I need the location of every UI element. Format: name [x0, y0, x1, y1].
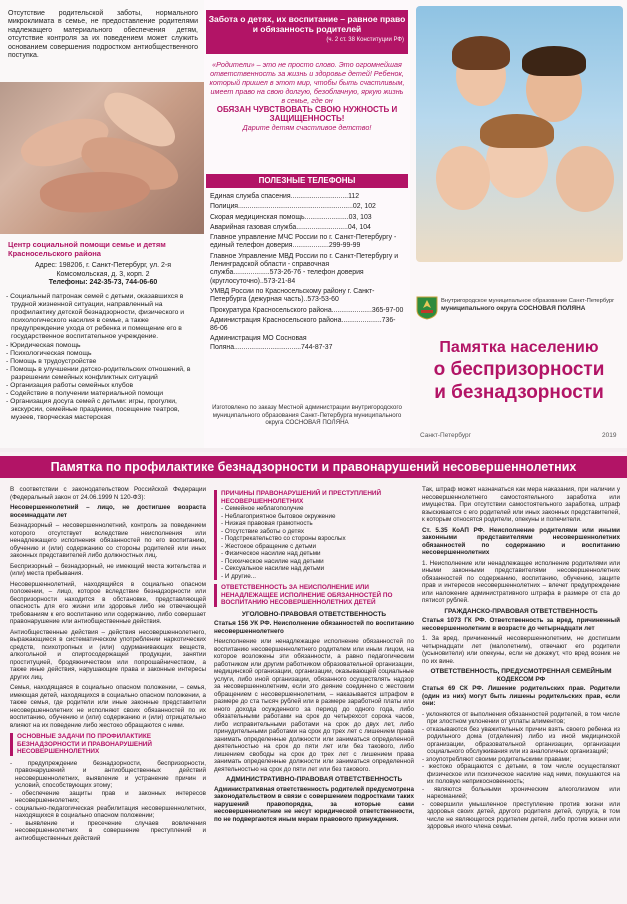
cause-item: - Сексуальное насилие над детьми — [221, 565, 325, 573]
criminal-head: УГОЛОВНО-ПРАВОВАЯ ОТВЕТСТВЕННОСТЬ — [241, 610, 387, 618]
family-code-item: - являются больными хроническим алкоголизмом или наркоманией; — [422, 785, 620, 800]
family-photo — [416, 6, 623, 262]
fine-text: Так, штраф может назначаться как мера наказания, при наличии у несовершеннолетнего самостоятельного заработка или имущества. При отсутствии самостоятельного заработка, штраф взыскивается с его родителей или иных законных представителей, к которым относятся родители, опекуны и попечители. — [422, 486, 620, 523]
center-address — [8, 262, 198, 288]
inside-column-3 — [422, 486, 620, 904]
center-phones: Телефоны: 242-35-73, 744-06-60 — [48, 279, 158, 286]
civil-head: ГРАЖДАНСКО-ПРАВОВАЯ ОТВЕТСТВЕННОСТЬ — [444, 607, 598, 615]
cause-item: - Психическое насилие над детьми — [221, 557, 324, 565]
service-item: - Организация работы семейных клубов — [6, 382, 134, 390]
service-item: - Помощь в улучшении детско-родительских отношений, в разрешении семейных конфликтных ситуаций — [6, 365, 191, 381]
phone-item: Скорая медицинская помощь.......................03, 103 — [210, 213, 372, 221]
intro-text: Отсутствие родительской заботы, нормального микроклимата в семье, не предоставление родителями надлежащего материального обеспечения детям, отсутствие контроля за их поведением может служить основанием совершения подростком антиобщественного поступка. — [8, 10, 198, 60]
koap-text: 1. Неисполнение или ненадлежащее исполнение родителями или иными законными представителями несовершеннолетних обязанностей по содержанию, воспитанию, обучению, защите прав и интересов несовершеннолетних – влечет предупреждение или наложение административного штрафа в размере от ста до пятисот рублей. — [422, 559, 620, 604]
service-item: - Социальный патронаж семей с детьми, оказавшихся в трудной жизненной ситуации, направленный на профилактику детской безнадзорности, физического и психологического насилия в семье, а также предупреждение ухода от ребенка и помещение его в государственное воспитательное учреждение. — [6, 293, 185, 341]
service-item: - Юридическая помощь — [6, 341, 81, 349]
tasks-list — [10, 760, 206, 843]
cause-item: - Неблагоприятное бытовое окружение — [221, 512, 336, 520]
care-text-block — [208, 60, 406, 132]
phone-item: Полиция............................................................02, 102 — [210, 203, 376, 211]
admin-head: АДМИНИСТРАТИВНО-ПРАВОВАЯ ОТВЕТСТВЕННОСТЬ — [225, 776, 403, 784]
leaflet-title-line-2: о беспризорности — [433, 359, 605, 380]
hair-shape — [480, 114, 554, 148]
phone-item: Аварийная газовая служба...........................04, 104 — [210, 223, 371, 231]
family-code-head: ОТВЕТСТВЕННОСТЬ, ПРЕДУСМОТРЕННАЯ СЕМЕЙНЫМ КОДЕКСОМ РФ — [430, 668, 612, 683]
care-reference: (ч. 2 ст. 38 Конституции РФ) — [326, 37, 404, 43]
civil-text: 1. За вред, причиненный несовершеннолетним, не достигшим четырнадцати лет (малолетним), отвечают его родители (усыновители) или опекуны, если не докажут, что вред возник не по их вине. — [422, 635, 620, 665]
task-item: - предупреждение безнадзорности, беспризорности, правонарушений и антиобщественных действий несовершеннолетних, выявление и устранение причин и условий, способствующих этому; — [10, 759, 206, 790]
services-list — [6, 293, 200, 423]
hair-shape — [522, 46, 586, 76]
hair-shape — [452, 36, 510, 70]
cause-item: - Низкая правовая грамотность — [221, 520, 313, 528]
inside-banner: Памятка по профилактике безнадзорности и правонарушений несовершеннолетних — [0, 456, 627, 478]
care-title-box — [206, 10, 408, 54]
care-end: Дарите детям счастливое детство! — [242, 123, 372, 132]
panel-left — [0, 0, 204, 448]
definition-neglected: Безнадзорный – несовершеннолетний, контроль за поведением которого отсутствует вследствие неисполнения или ненадлежащего исполнения обязанностей по его воспитанию, обучению и (или) содержанию со стороны родителей или иных законных представителей либо должностных лиц. — [10, 522, 206, 559]
family-code-item: - уклоняются от выполнения обязанностей родителей, в том числе при злостном уклонении от уплаты алиментов; — [422, 710, 620, 725]
inside-column-1 — [10, 486, 206, 904]
leaflet-title-line-3: и безнадзорности — [434, 382, 604, 403]
year-label: 2019 — [602, 432, 617, 439]
phone-item: Прокуратура Красносельского района.....................365-97-00 — [210, 306, 404, 314]
definition-antisocial: Антиобщественные действия – действия несовершеннолетнего, выражающиеся в систематическом употреблении наркотических средств, психотропных и (или) одурманивающих веществ, алкогольной и спиртосодержащей продукции, занятии проституцией, бродяжничеством или попрошайничеством, а также иные действия, нарушающие права и законные интересы других лиц. — [10, 628, 206, 681]
face-shape — [556, 146, 614, 212]
definition-danger: Несовершеннолетний, находящийся в социально опасном положении, – лицо, которое вследствие безнадзорности или беспризорности находится в обстановке, представляющей опасность для его жизни или здоровья либо не отвечающей требованиям к его воспитанию или содержанию, либо совершает правонарушение или антиобщественные действия. — [10, 580, 206, 625]
inside-column-2 — [214, 486, 414, 904]
service-item: - Психологическая помощь — [6, 349, 92, 357]
definition-family: Семья, находящаяся в социально опасном положении, – семья, имеющая детей, находящихся в социально опасном положении, а также семья, где родители или иные законные представители несовершеннолетних не исполняют своих обязанностей по их воспитанию, обучению и (или) содержанию и (или) отрицательно влияют на их поведение либо жестоко обращаются с ними. — [10, 684, 206, 729]
center-title: Центр социальной помощи семье и детям Красносельского района — [8, 240, 166, 258]
task-item: - обеспечение защиты прав и законных интересов несовершеннолетних; — [10, 789, 206, 805]
service-item: - Помощь в трудоустройстве — [6, 357, 97, 365]
city-label: Санкт-Петербург — [420, 432, 471, 439]
law-reference: В соответствии с законодательством Российской Федерации (Федеральный закон от 24.06.1999 N 120-ФЗ): — [10, 486, 206, 501]
family-code-item: - жестоко обращаются с детьми, в том числе осуществляют физическое или психическое насилие над ними, покушаются на их половую неприкосновенность; — [422, 763, 620, 785]
causes-list — [221, 505, 414, 580]
hands-photo — [0, 82, 204, 234]
leaflet-outside — [0, 0, 627, 448]
cause-item: - Физическое насилие над детьми — [221, 550, 321, 558]
task-item: - выявление и пресечение случаев вовлечения несовершеннолетних в совершение преступлений и антиобщественных действий — [10, 819, 206, 842]
responsibility-head: ОТВЕТСТВЕННОСТЬ ЗА НЕИСПОЛНЕНИЕ ИЛИ НЕНАДЛЕЖАЩЕЕ ИСПОЛНЕНИЕ ОБЯЗАННОСТЕЙ ПО ВОСПИТАНИЮ НЕСОВЕРШЕННОЛЕТНИХ ДЕТЕЙ — [221, 584, 393, 607]
service-item: - Организация досуга семей с детьми: игры, прогулки, экскурсии, семейные праздники, посещение театров, музеев, творческая мастерская — [6, 398, 180, 422]
municipality-label — [441, 298, 623, 312]
tasks-head: ОСНОВНЫЕ ЗАДАЧИ ПО ПРОФИЛАКТИКЕ БЕЗНАДЗОРНОСТИ И ПРАВОНАРУШЕНИЙ НЕСОВЕРШЕННОЛЕТНИХ — [17, 733, 152, 756]
definition-homeless: Беспризорный – безнадзорный, не имеющий места жительства и (или) места пребывания. — [10, 562, 206, 577]
phone-item: Администрация МО Сосновая Поляна...................................744-87-37 — [210, 335, 333, 351]
criminal-article: Статья 156 УК РФ. Неисполнение обязанностей по воспитанию несовершеннолетнего — [214, 620, 414, 635]
family-code-item: - злоупотребляют своими родительскими правами; — [422, 755, 572, 763]
tasks-head-box — [10, 733, 206, 756]
family-code-item: - совершили умышленное преступление против жизни или здоровья своих детей, другого родителя детей, супруга, в том числе не являющегося родителем детей, либо против жизни или здоровья иного члена семьи. — [422, 800, 620, 830]
leaflet-title — [414, 338, 624, 404]
made-by-note: Изготовлено по заказу Местной администрации внутригородского муниципального образования Санкт-Петербурга муниципального округа СОСНОВАЯ ПОЛЯНА — [212, 404, 402, 426]
center-address-line: Адрес: 198206, г. Санкт-Петербург, ул. 2-я Комсомольская, д. 3, корп. 2 — [34, 262, 172, 278]
phone-item: Главное Управление МВД России по г. Санкт-Петербургу и Ленинградской области - справочная служба...................573-26-76 - телефон доверия (круглосуточно)..573-21-84 — [210, 252, 399, 285]
leaflet-inside — [0, 452, 627, 904]
task-item: - социально-педагогическая реабилитация несовершеннолетних, находящихся в социально опасном положении; — [10, 804, 206, 820]
cause-item: - Отсутствие заботы о детях — [221, 527, 304, 535]
phone-item: Единая служба спасения..............................112 — [210, 193, 360, 200]
admin-text: Административная ответственность родителей предусмотрена законодательством в связи с совершением подростками таких нарушений правопорядка, за которые сами несовершеннолетние не несут юридической ответственности, по не подвергаются иным мерам правового принуждения. — [214, 785, 414, 823]
coat-of-arms-icon — [416, 296, 438, 320]
causes-head: ПРИЧИНЫ ПРАВОНАРУШЕНИЙ И ПРЕСТУПЛЕНИЙ НЕСОВЕРШЕННОЛЕТНИХ — [221, 490, 382, 505]
criminal-text: Неисполнение или ненадлежащее исполнение обязанностей по воспитанию несовершеннолетнего родителем или иным лицом, на которое возложены эти обязанности, а равно педагогическим работником или другим работником образовательной организации, медицинской организации, организации, оказывающей социальные услуги, либо иной организации, обязанного осуществлять надзор за несовершеннолетним, если это деяние соединено с жестоким обращением с несовершеннолетним, – наказывается штрафом в размере до ста тысяч рублей или в размере заработной платы или иного дохода осужденного за период до одного года, либо обязательными работами на срок до четырехсот сорока часов, либо исправительными работами на срок до двух лет, либо принудительными работами на срок до трех лет с лишением права занимать определенные должности или заниматься определенной деятельностью на срок до пяти лет или без такового, либо лишением свободы на срок до трех лет с лишением права занимать определенные должности или заниматься определенной деятельностью на срок до пяти лет или без такового. — [214, 638, 414, 773]
phone-item: УМВД России по Красносельскому району г. Санкт-Петербурга (дежурная часть)..573-53-60 — [210, 287, 375, 304]
family-code-item: - отказываются без уважительных причин взять своего ребенка из родильного дома (отделения) либо из иной медицинской организации, образовательной организации, организации социального обслуживания или из аналогичных организаций; — [422, 725, 620, 755]
phone-item: Главное управление МЧС России по г. Санкт-Петербургу - единый телефон доверия...................299-99-99 — [210, 234, 397, 250]
phones-title: ПОЛЕЗНЫЕ ТЕЛЕФОНЫ — [206, 174, 408, 188]
cause-item: - Семейное неблагополучие — [221, 505, 304, 513]
causes-box — [214, 490, 414, 580]
civil-article: Статья 1073 ГК РФ. Ответственность за вред, причиненный несовершеннолетним в возрасте до четырнадцати лет — [422, 617, 620, 632]
face-shape — [436, 146, 490, 210]
care-text: «Родители» – это не просто слово. Это огромнейшая ответственность за жизнь и здоровье детей! Ребенок, который пришел в этот мир, чтобы быть счастливым, имеет право на свою долгую, безоблачную, яркую жизнь в семье, где он — [209, 60, 405, 105]
care-strong: ОБЯЗАН ЧУВСТВОВАТЬ СВОЮ НУЖНОСТЬ И ЗАЩИЩЕННОСТЬ! — [216, 105, 398, 123]
cause-item: - И другие... — [221, 572, 256, 580]
cause-item: - Жестокое обращение с детьми — [221, 542, 316, 550]
phone-item: Администрация Красносельского района.....................736-86-06 — [210, 316, 396, 333]
responsibility-box — [214, 584, 414, 607]
cause-item: - Подстрекательство со стороны взрослых — [221, 535, 346, 543]
family-code-article: Статья 69 СК РФ. Лишение родительских прав. Родители (один из них) могут быть лишены родительских прав, если они: — [422, 685, 620, 707]
municipality-caption: Внутригородское муниципальное образование Санкт-Петербург — [441, 298, 615, 304]
definition-minor: Несовершеннолетний – лицо, не достигшее возраста восемнадцати лет — [10, 504, 206, 519]
phones-list — [210, 193, 404, 354]
municipality-name: муниципального округа СОСНОВАЯ ПОЛЯНА — [441, 305, 586, 312]
care-title: Забота о детях, их воспитание – равное право и обязанность родителей — [208, 14, 406, 34]
service-item: - Содействие в получении материальной помощи — [6, 390, 164, 398]
koap-article: Ст. 5.35 КоАП РФ. Неисполнение родителями или иными законными представителями несовершеннолетних обязанностей по содержанию и воспитанию несовершеннолетних — [422, 526, 620, 556]
leaflet-title-line-1: Памятка населению — [439, 339, 599, 356]
family-code-list — [422, 711, 620, 831]
